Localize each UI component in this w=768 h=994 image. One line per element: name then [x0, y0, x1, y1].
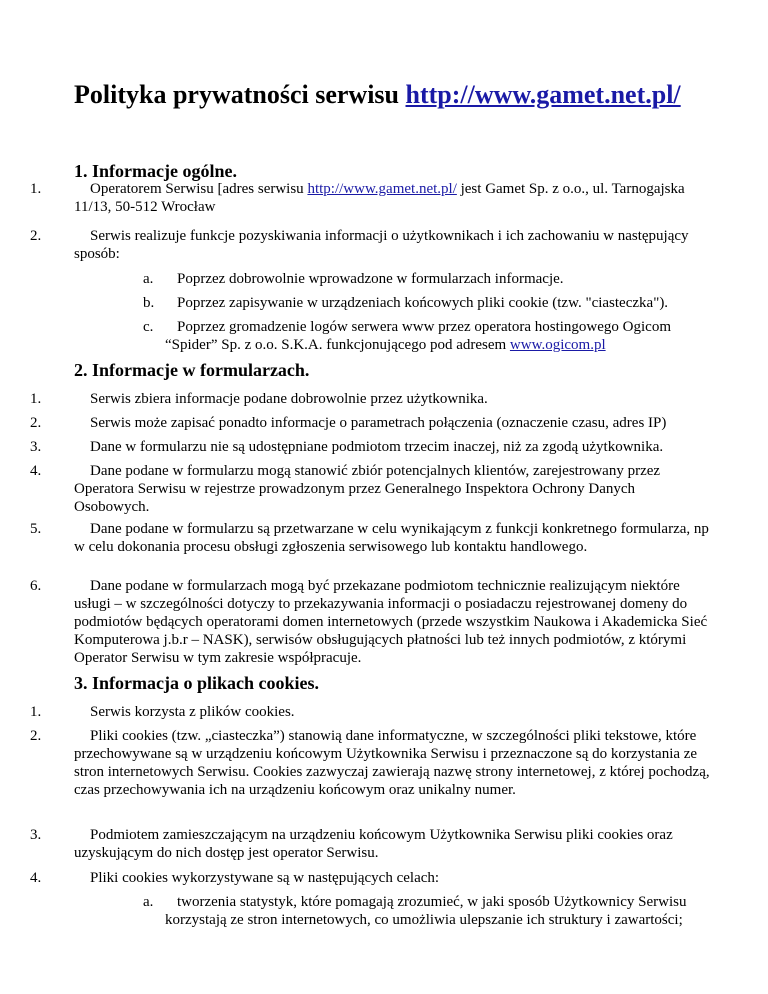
- list-item: Operatorem Serwisu [adres serwisu http://www.gamet.net.pl/ jest Gamet Sp. z o.o., ul. Tarnogajska 11/13, 50-512 Wrocław: [74, 181, 685, 215]
- item-number: 6.: [30, 578, 42, 594]
- list-item: Pliki cookies wykorzystywane są w następujących celach:: [90, 870, 440, 886]
- item-number: 1.: [30, 704, 42, 720]
- sub-list-item: tworzenia statystyk, które pomagają zrozumieć, w jaki sposób Użytkownicy Serwisu korzystają ze stron internetowych, co umożliwia ulepszanie ich struktury i zawartości;: [165, 894, 687, 928]
- list-item: Serwis korzysta z plików cookies.: [90, 704, 295, 720]
- item-number: 3.: [30, 827, 42, 843]
- item-number: 5.: [30, 521, 42, 537]
- ogicom-link[interactable]: www.ogicom.pl: [509, 337, 606, 353]
- section-1-heading: 1. Informacje ogólne.: [74, 161, 237, 181]
- item-number: 2.: [30, 728, 42, 744]
- list-item: Serwis zbiera informacje podane dobrowolnie przez użytkownika.: [90, 391, 488, 407]
- list-item: Serwis może zapisać ponadto informacje o parametrach połączenia (oznaczenie czasu, adres IP): [90, 415, 667, 431]
- item-number: 4.: [30, 463, 42, 479]
- sub-item-letter: c.: [143, 319, 154, 335]
- item-number: 4.: [30, 870, 42, 886]
- list-item: Dane w formularzu nie są udostępniane podmiotom trzecim inaczej, niż za zgodą użytkownika.: [90, 439, 664, 455]
- list-item: Dane podane w formularzu są przetwarzane w celu wynikającym z funkcji konkretnego formularza, np w celu dokonania procesu obsługi zgłoszenia serwisowego lub kontaktu handlowego.: [74, 521, 709, 555]
- item-number: 1.: [30, 181, 42, 197]
- sub-item-letter: a.: [143, 271, 154, 287]
- sub-list-item: Poprzez dobrowolnie wprowadzone w formularzach informacje.: [177, 271, 564, 287]
- item-number: 2.: [30, 415, 42, 431]
- item-number: 1.: [30, 391, 42, 407]
- list-item: Pliki cookies (tzw. „ciasteczka”) stanowią dane informatyczne, w szczególności pliki tekstowe, które przechowywane są w urządzeniu końcowym Użytkownika Serwisu i przeznaczone są do korzystania ze stron internetowych Serwisu. Cookies zazwyczaj zawierają nazwę strony internetowej, z której pochodzą, czas przechowywania ich na urządzeniu końcowym oraz unikalny numer.: [74, 728, 710, 798]
- title-link[interactable]: http://www.gamet.net.pl/: [405, 80, 681, 109]
- list-item: Dane podane w formularzach mogą być przekazane podmiotom technicznie realizującym niektóre usługi – w szczególności dotyczy to przekazywania informacji o posiadaczu rejestrowanej domeny do podmiotów będących operatorami domen internetowych (przede wszystkim Naukowa i Akademicka Sieć Komputerowa j.b.r – NASK), serwisów obsługujących płatności lub też innych podmiotów, z którymi Operator Serwisu w tym zakresie współpracuje.: [74, 578, 708, 666]
- list-item: Podmiotem zamieszczającym na urządzeniu końcowym Użytkownika Serwisu pliki cookies oraz uzyskującym do nich dostęp jest operator Serwisu.: [74, 827, 673, 861]
- list-item: Serwis realizuje funkcje pozyskiwania informacji o użytkownikach i ich zachowaniu w następujący sposób:: [74, 228, 689, 262]
- gamet-link[interactable]: http://www.gamet.net.pl/: [307, 181, 457, 197]
- item-number: 2.: [30, 228, 42, 244]
- page-title: [74, 78, 681, 112]
- sub-list-item: Poprzez gromadzenie logów serwera www przez operatora hostingowego Ogicom “Spider” Sp. z o.o. S.K.A. funkcjonującego pod adresem www.ogicom.pl: [165, 319, 671, 353]
- sub-list-item: Poprzez zapisywanie w urządzeniach końcowych pliki cookie (tzw. "ciasteczka").: [177, 295, 669, 311]
- title-text: Polityka prywatności serwisu: [74, 80, 406, 109]
- sub-item-letter: b.: [143, 295, 155, 311]
- section-3-heading: 3. Informacja o plikach cookies.: [74, 673, 319, 693]
- section-2-heading: 2. Informacje w formularzach.: [74, 360, 310, 380]
- item-number: 3.: [30, 439, 42, 455]
- sub-item-letter: a.: [143, 894, 154, 910]
- list-item: Dane podane w formularzu mogą stanowić zbiór potencjalnych klientów, zarejestrowany przez Operatora Serwisu w rejestrze prowadzonym przez Generalnego Inspektora Ochrony Danych Osobowych.: [74, 463, 661, 515]
